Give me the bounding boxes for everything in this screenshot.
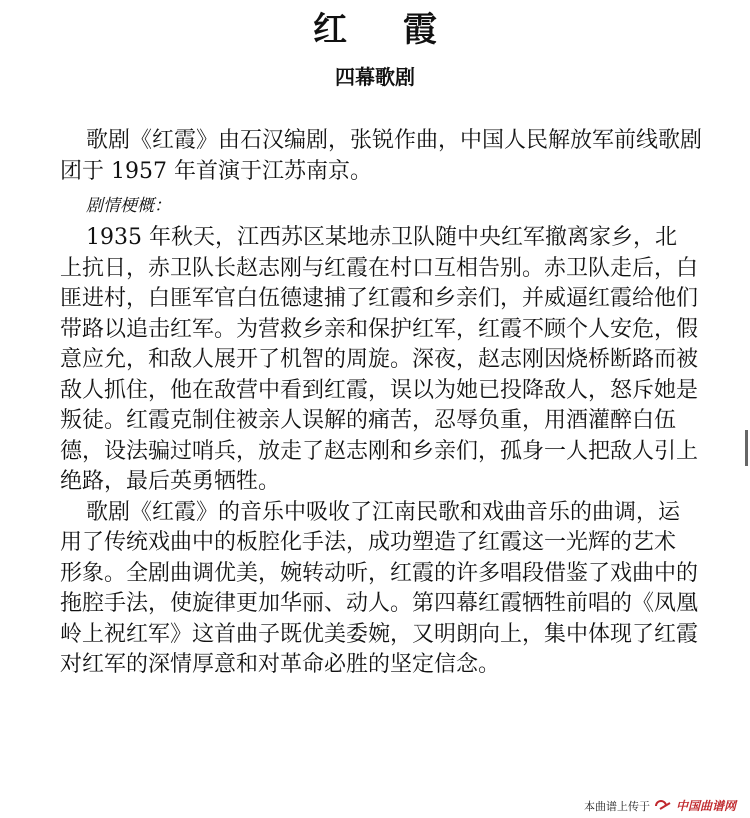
synopsis-heading: 剧情梗概： (86, 196, 171, 216)
synopsis-line: 匪进村，白匪军官白伍德逮捕了红霞和乡亲们，并威逼红霞给他们 (60, 286, 699, 311)
scan-edge-mark (745, 430, 748, 466)
music-line: 形象。全剧曲调优美，婉转动听，红霞的许多唱段借鉴了戏曲中的 (60, 560, 699, 586)
music-line: 岭上祝红军》这首曲子既优美委婉，又明朗向上，集中体现了红霞 (60, 621, 699, 647)
synopsis-line: 带路以追击红军。为营救乡亲和保护红军，红霞不顾个人安危，假 (60, 316, 699, 342)
synopsis-paragraph (60, 223, 716, 498)
site-link[interactable]: 中国曲谱网 (675, 799, 736, 813)
intro-line: 歌剧《红霞》由石汉编剧，张锐作曲，中国人民解放军前线歌剧 (86, 128, 703, 153)
music-line: 歌剧《红霞》的音乐中吸收了江南民歌和戏曲音乐的曲调，运 (86, 499, 681, 525)
intro-line: 团于 1957 年首演于江苏南京。 (60, 158, 372, 184)
intro-paragraph (60, 126, 716, 187)
music-paragraph (60, 498, 716, 681)
music-line: 拖腔手法，使旋律更加华丽、动人。第四幕红霞牺牲前唱的《凤凰 (60, 591, 699, 616)
music-line: 用了传统戏曲中的板腔化手法，成功塑造了红霞这一光辉的艺术 (60, 530, 677, 555)
site-logo-icon (654, 800, 672, 812)
synopsis-line: 德，设法骗过哨兵，放走了赵志刚和乡亲们，孤身一人把敌人引上 (60, 438, 699, 464)
synopsis-line: 1935 年秋天，江西苏区某地赤卫队随中央红军撤离家乡，北 (86, 225, 677, 250)
synopsis-line: 叛徒。红霞克制住被亲人误解的痛苦，忍辱负重，用酒灌醉白伍 (60, 408, 677, 433)
synopsis-line: 意应允，和敌人展开了机智的周旋。深夜，赵志刚因烧桥断路而被 (60, 347, 699, 372)
document-body (60, 126, 716, 681)
synopsis-line: 绝路，最后英勇牺牲。 (60, 469, 281, 494)
synopsis-line: 敌人抓住，他在敌营中看到红霞，误以为她已投降敌人，怒斥她是 (60, 377, 699, 403)
music-line: 对红军的深情厚意和对革命必胜的坚定信念。 (60, 652, 501, 677)
watermark-footer (584, 797, 736, 814)
synopsis-line: 上抗日，赤卫队长赵志刚与红霞在村口互相告别。赤卫队走后，白 (60, 255, 699, 281)
page-subtitle: 四幕歌剧 (335, 65, 415, 89)
page-title: 红 霞 (313, 10, 459, 50)
upload-text: 本曲谱上传于 (583, 799, 650, 813)
